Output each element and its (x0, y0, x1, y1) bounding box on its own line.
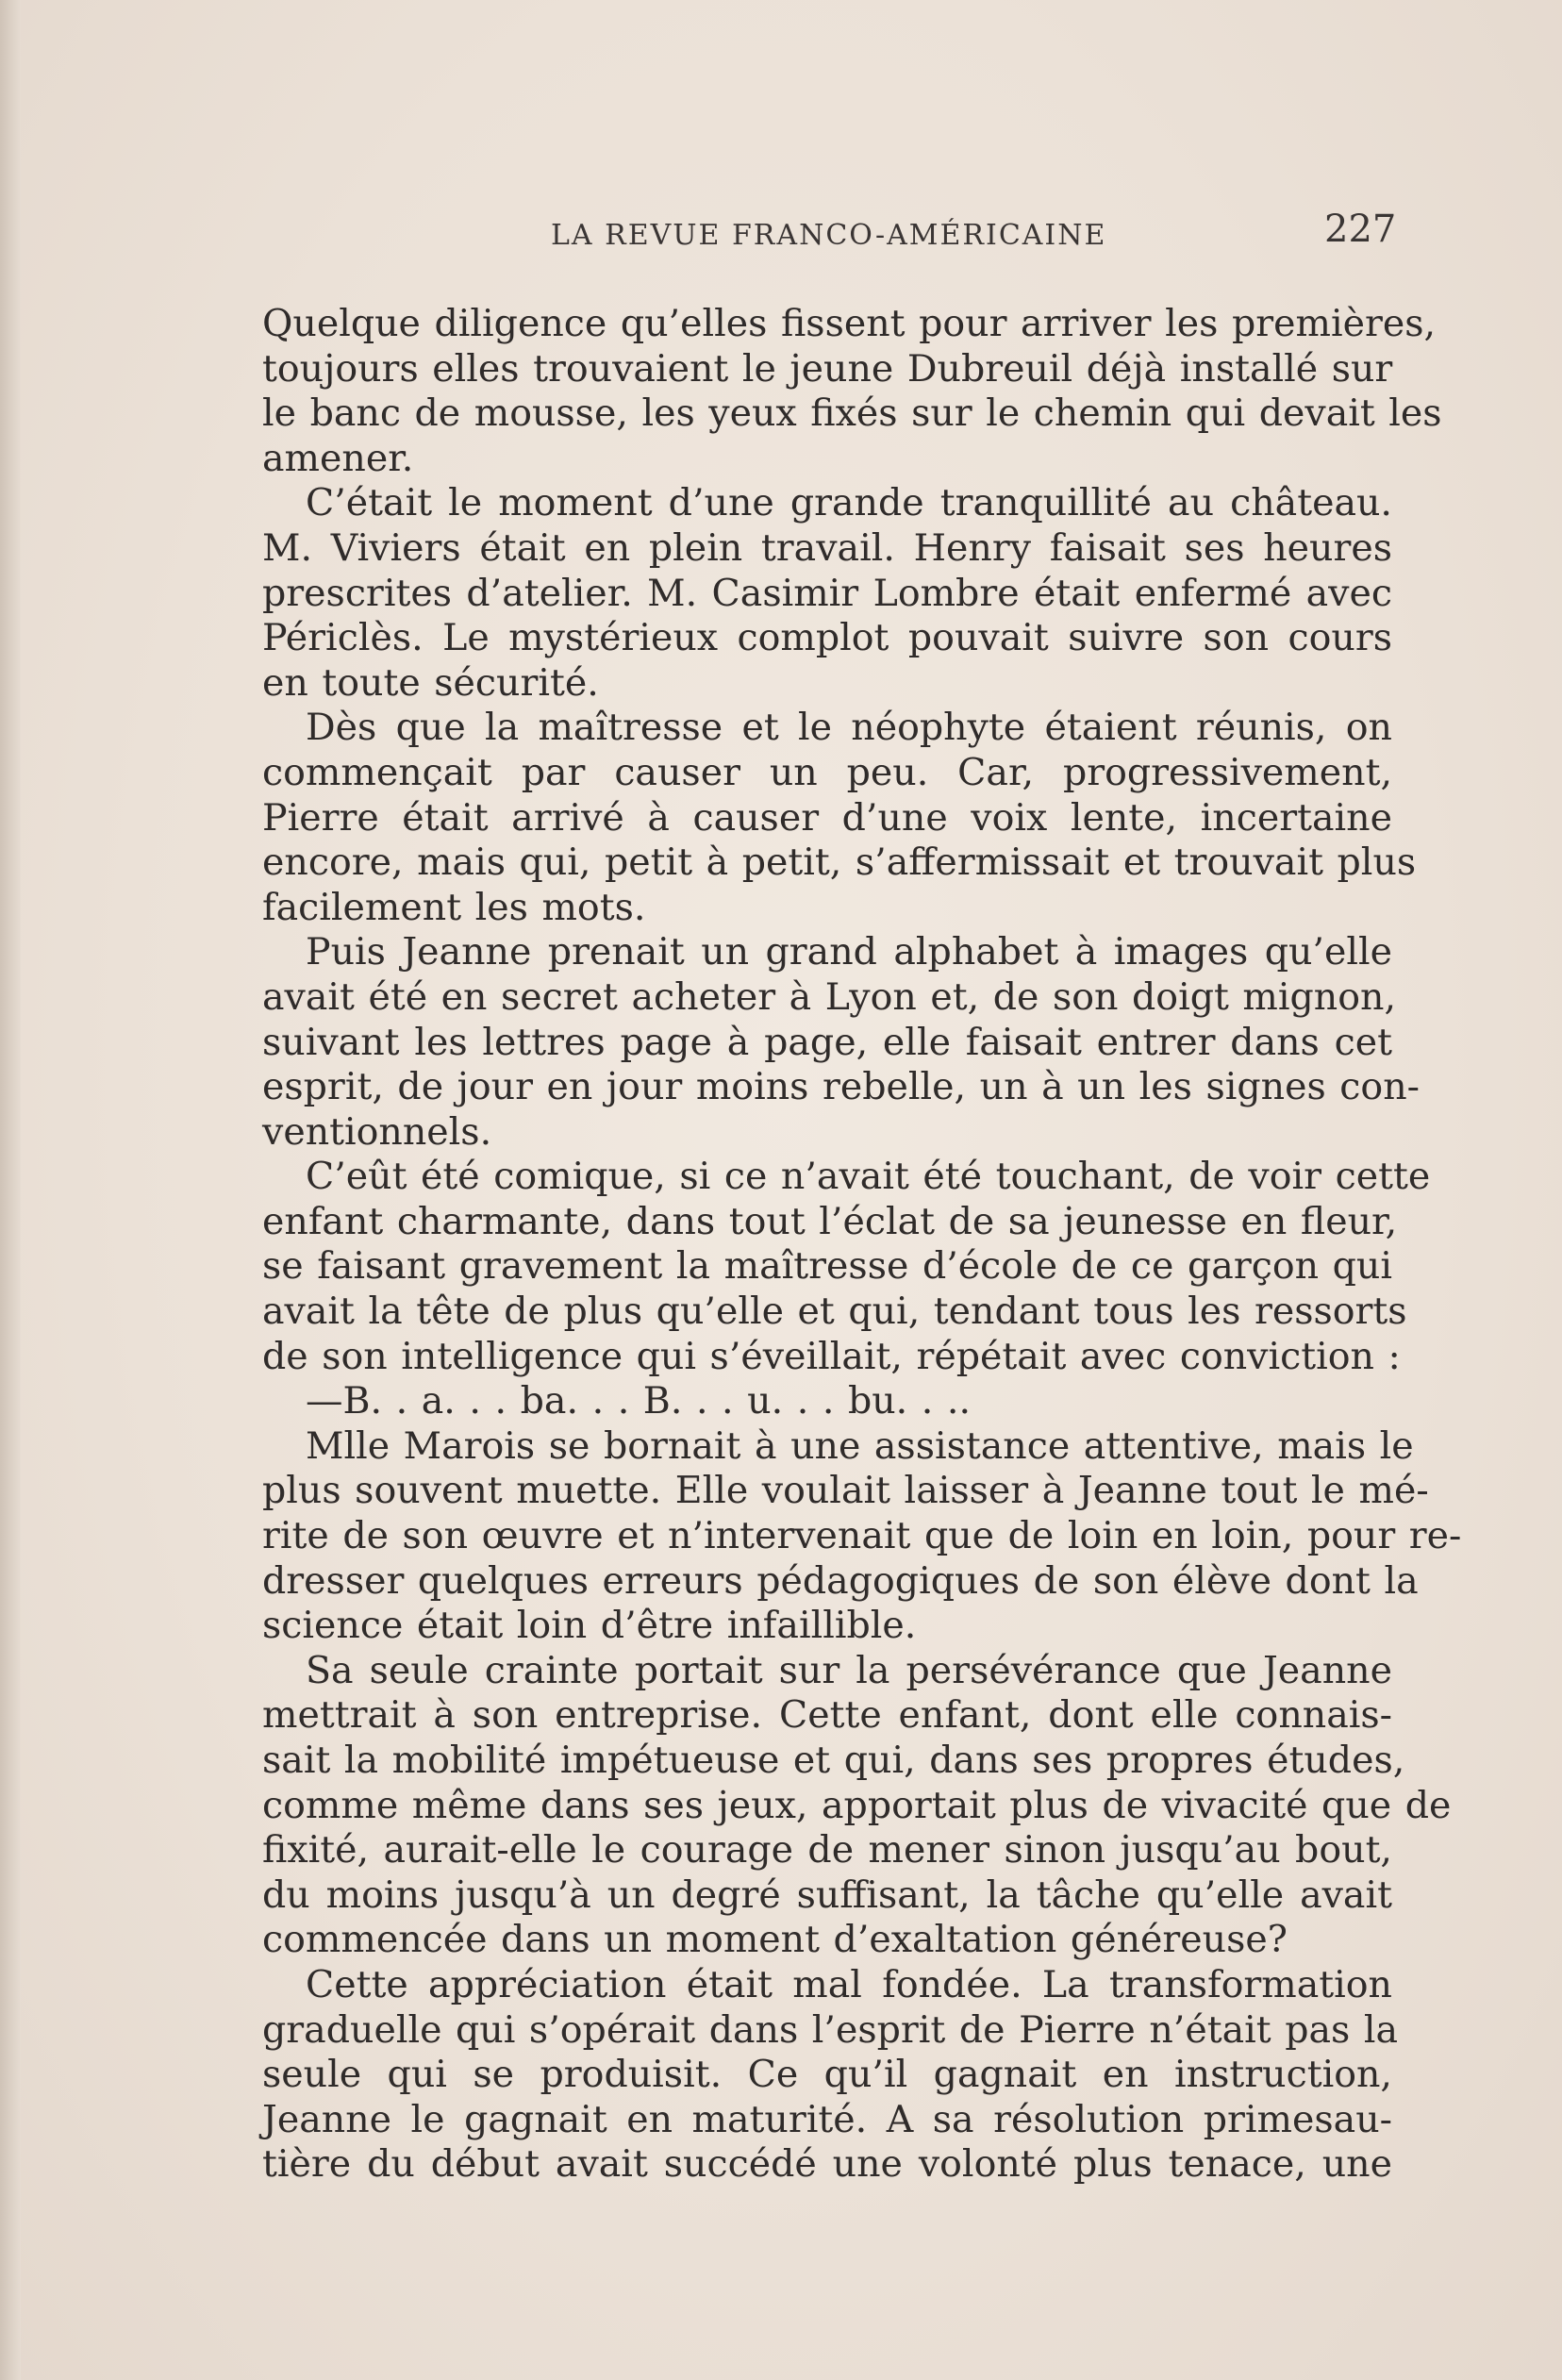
text-line: suivant les lettres page à page, elle faisait entrer dans cet (262, 1020, 1392, 1064)
text-line: mettrait à son entreprise. Cette enfant, dont elle connais- (262, 1693, 1392, 1738)
page-header (262, 208, 1397, 264)
text-line: sait la mobilité impétueuse et qui, dans ses propres études, (262, 1739, 1405, 1782)
text-line: du moins jusqu’à un degré suffisant, la tâche qu’elle avait (262, 1872, 1392, 1917)
text-line: toujours elles trouvaient le jeune Dubreuil déjà installé sur (262, 346, 1393, 391)
text-line: —B. . a. . . ba. . . B. . . u. . . bu. . .. (306, 1379, 972, 1423)
text-line: Sa seule crainte portait sur la persévérance que Jeanne (306, 1648, 1392, 1692)
page-number: 227 (1324, 208, 1397, 251)
running-title: LA REVUE FRANCO-AMÉRICAINE (551, 219, 1107, 252)
text-line: le banc de mousse, les yeux fixés sur le chemin qui devait les (262, 391, 1442, 436)
text-line: Périclès. Le mystérieux complot pouvait suivre son cours (262, 616, 1392, 660)
text-line: se faisant gravement la maîtresse d’école de ce garçon qui (262, 1244, 1392, 1289)
text-line: science était loin d’être infaillible. (262, 1604, 917, 1648)
text-line: Pierre était arrivé à causer d’une voix lente, incertaine (262, 795, 1392, 840)
page-gutter (0, 0, 21, 2380)
text-line: seule qui se produisit. Ce qu’il gagnait en instruction, (262, 2053, 1392, 2097)
text-line: facilement les mots. (262, 885, 646, 929)
text-line: esprit, de jour en jour moins rebelle, un à un les signes con- (262, 1065, 1420, 1109)
text-line: plus souvent muette. Elle voulait laisser à Jeanne tout le mé- (262, 1469, 1429, 1513)
text-line: Quelque diligence qu’elles fissent pour arriver les premières, (262, 302, 1437, 345)
text-line: prescrites d’atelier. M. Casimir Lombre était enfermé avec (262, 571, 1392, 615)
body-text (262, 302, 1462, 2188)
text-line: Mlle Marois se bornait à une assistance attentive, mais le (306, 1423, 1414, 1468)
text-line: Dès que la maîtresse et le néophyte étaient réunis, on (306, 706, 1392, 750)
text-line: C’était le moment d’une grande tranquillité au château. (306, 481, 1392, 525)
text-line: C’eût été comique, si ce n’avait été touchant, de voir cette (306, 1155, 1431, 1199)
text-line: commençait par causer un peu. Car, progressivement, (262, 750, 1392, 794)
text-line: M. Viviers était en plein travail. Henry faisait ses heures (262, 525, 1392, 570)
text-line: tière du début avait succédé une volonté plus tenace, une (262, 2142, 1392, 2187)
text-line: Jeanne le gagnait en maturité. A sa résolution primesau- (262, 2097, 1392, 2141)
text-line: de son intelligence qui s’éveillait, répétait avec conviction : (262, 1334, 1401, 1378)
text-line: enfant charmante, dans tout l’éclat de sa jeunesse en fleur, (262, 1199, 1398, 1243)
text-line: encore, mais qui, petit à petit, s’affermissait et trouvait plus (262, 840, 1417, 885)
text-line: avait été en secret acheter à Lyon et, de son doigt mignon, (262, 974, 1397, 1019)
text-line: amener. (262, 436, 414, 480)
text-line: comme même dans ses jeux, apportait plus de vivacité que de (262, 1783, 1452, 1827)
text-line: dresser quelques erreurs pédagogiques de son élève dont la (262, 1558, 1419, 1603)
text-line: en toute sécurité. (262, 660, 599, 705)
text-line: rite de son œuvre et n’intervenait que de loin en loin, pour re- (262, 1514, 1462, 1558)
text-line: avait la tête de plus qu’elle et qui, tendant tous les ressorts (262, 1290, 1407, 1334)
text-line: commencée dans un moment d’exaltation généreuse? (262, 1918, 1288, 1962)
text-line: graduelle qui s’opérait dans l’esprit de Pierre n’était pas la (262, 2007, 1399, 2052)
text-line: ventionnels. (262, 1109, 492, 1154)
text-line: Puis Jeanne prenait un grand alphabet à images qu’elle (306, 930, 1392, 974)
text-line: fixité, aurait-elle le courage de mener sinon jusqu’au bout, (262, 1828, 1392, 1872)
text-line: Cette appréciation était mal fondée. La transformation (306, 1962, 1392, 2006)
